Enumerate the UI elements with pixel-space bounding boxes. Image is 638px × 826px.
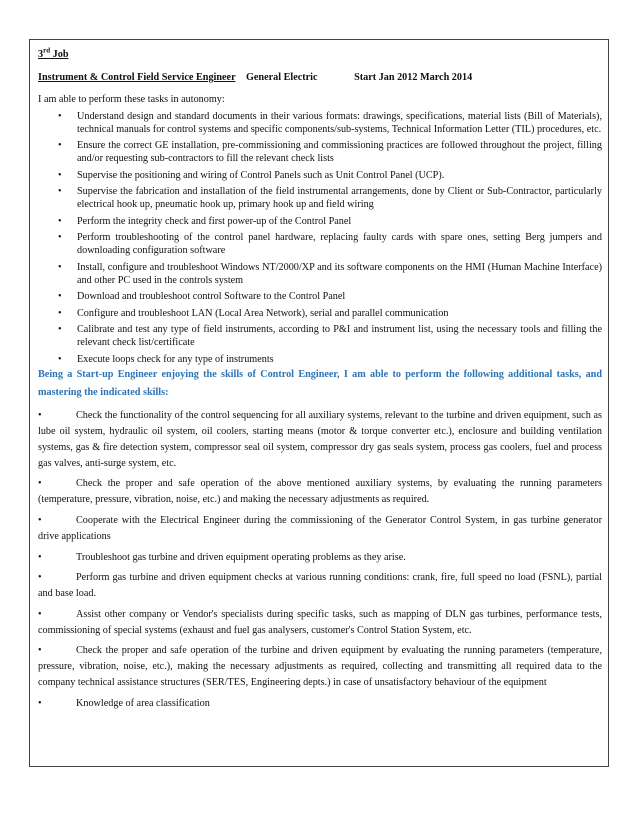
job-heading-word: Job: [50, 49, 69, 60]
additional-task-item: [38, 550, 602, 566]
additional-task-text: Check the functionality of the control sequencing for all auxiliary systems, relevant to the turbine and driven equipment, such as lube oil system, hydraulic oil system, oil coolers, starting means (motor & torque converter etc.), enclosure and building ventilation systems, gas & fire detection system, compressor seal oil system, compressor dry gas seals system, process gas coolers, fuel and process gas valves, anti-surge system, etc.: [38, 410, 602, 469]
task-item: [38, 215, 602, 228]
bullet-icon: •: [58, 215, 62, 227]
task-text: Ensure the correct GE installation, pre-commissioning and commissioning practices are followed throughout the project, filling and/or requesting sub-contractors to fill the relevant check lists: [77, 140, 602, 165]
task-text: Install, configure and troubleshoot Windows NT/2000/XP and its software components on the HMI (Human Machine Interface) and other PC used in the controls system: [77, 261, 602, 286]
additional-skills-heading: Being a Start-up Engineer enjoying the skills of Control Engineer, I am able to perform the following additional tasks, and mastering the indicated skills:: [38, 369, 602, 399]
task-text: Download and troubleshoot control Software to the Control Panel: [77, 291, 346, 303]
job-heading-number: 3: [38, 49, 44, 60]
bullet-icon: •: [58, 232, 62, 244]
bullet-icon: •: [58, 140, 62, 152]
job-heading-suffix: rd: [43, 46, 51, 55]
task-item: [38, 231, 602, 257]
task-text: Perform the integrity check and first power-up of the Control Panel: [77, 215, 352, 227]
task-item: [38, 290, 602, 303]
job-company: General Electric: [245, 72, 318, 84]
job-title-line: [38, 71, 602, 84]
task-item: [38, 185, 602, 211]
bullet-icon: •: [58, 307, 62, 319]
bullet-icon: •: [38, 572, 42, 584]
job-section: [38, 48, 602, 717]
bullet-icon: •: [58, 169, 62, 181]
task-list: [38, 110, 602, 366]
additional-task-text: Knowledge of area classification: [76, 697, 210, 709]
job-role: Instrument & Control Field Service Engineer: [38, 72, 236, 84]
task-text: Calibrate and test any type of field instruments, according to P&I and instrument list, using the necessary tools and filling the relevant check list/certificate: [77, 324, 602, 349]
additional-task-item: [38, 643, 602, 690]
additional-task-item: [38, 696, 602, 712]
bullet-icon: •: [38, 645, 42, 657]
task-item: [38, 323, 602, 349]
bullet-icon: •: [38, 514, 42, 526]
additional-task-text: Check the proper and safe operation of the turbine and driven equipment by evaluating the running parameters (temperature, pressure, vibration, noise, etc.), making the necessary adjustments as required, collecting and transmitting all required data to the company technical assistance structures (SER/TES, Engineering depts.) in case of unsatisfactory behaviour of the equipment: [38, 645, 602, 689]
additional-task-item: [38, 607, 602, 639]
task-text: Supervise the positioning and wiring of Control Panels such as Unit Control Panel (UCP).: [77, 169, 445, 181]
job-dates: Start Jan 2012 March 2014: [354, 72, 473, 84]
task-text: Execute loops check for any type of instruments: [77, 353, 274, 365]
additional-task-item: [38, 408, 602, 471]
task-text: Perform troubleshooting of the control panel hardware, replacing faulty cards with spare ones, setting Berg jumpers and downloading configuration software: [77, 232, 602, 257]
task-item: [38, 169, 602, 182]
additional-task-text: Perform gas turbine and driven equipment checks at various running conditions: crank, fire, full speed no load (FSNL), partial and base load.: [38, 572, 602, 600]
bullet-icon: •: [38, 608, 42, 620]
task-item: [38, 139, 602, 165]
task-text: Understand design and standard documents in their various formats: drawings, specifications, material lists (Bill of Materials), technical manuals for control systems and specific components/sub-systems, Technical Information Letter (TIL) procedures, etc.: [77, 110, 602, 135]
additional-task-text: Cooperate with the Electrical Engineer during the commissioning of the Generator Control System, in gas turbine generator drive applications: [38, 514, 602, 542]
additional-task-item: [38, 476, 602, 508]
task-item: [38, 110, 602, 136]
bullet-icon: •: [58, 186, 62, 198]
task-text: Configure and troubleshoot LAN (Local Area Network), serial and parallel communication: [77, 307, 449, 319]
task-item: [38, 353, 602, 366]
bullet-icon: •: [38, 697, 42, 709]
additional-task-item: [38, 513, 602, 545]
additional-task-text: Assist other company or Vendor's specialists during specific tasks, such as mapping of DLN gas turbines, performance tests, commissioning of special systems (exhaust and fuel gas analysers, customer's Control Station System, etc.: [38, 608, 602, 636]
additional-task-text: Troubleshoot gas turbine and driven equipment operating problems as they arise.: [76, 551, 406, 563]
bullet-icon: •: [38, 410, 42, 422]
task-item: [38, 307, 602, 320]
intro-text: I am able to perform these tasks in autonomy:: [38, 94, 225, 106]
bullet-icon: •: [58, 110, 62, 122]
bullet-icon: •: [38, 551, 42, 563]
bullet-icon: •: [58, 261, 62, 273]
job-heading: [38, 48, 602, 61]
bullet-icon: •: [58, 324, 62, 336]
task-item: [38, 261, 602, 287]
bullet-icon: •: [58, 291, 62, 303]
additional-task-item: [38, 570, 602, 602]
bullet-icon: •: [58, 353, 62, 365]
task-text: Supervise the fabrication and installation of the field instrumental arrangements, done by Client or Sub-Contractor, particularly electrical hook up, pneumatic hook up, primary hook up and field wiring: [77, 186, 602, 211]
bullet-icon: •: [38, 478, 42, 490]
additional-task-text: Check the proper and safe operation of the above mentioned auxiliary systems, by evaluating the running parameters (temperature, pressure, vibration, noise, etc.) and making the necessary adjustments as required.: [38, 478, 602, 506]
